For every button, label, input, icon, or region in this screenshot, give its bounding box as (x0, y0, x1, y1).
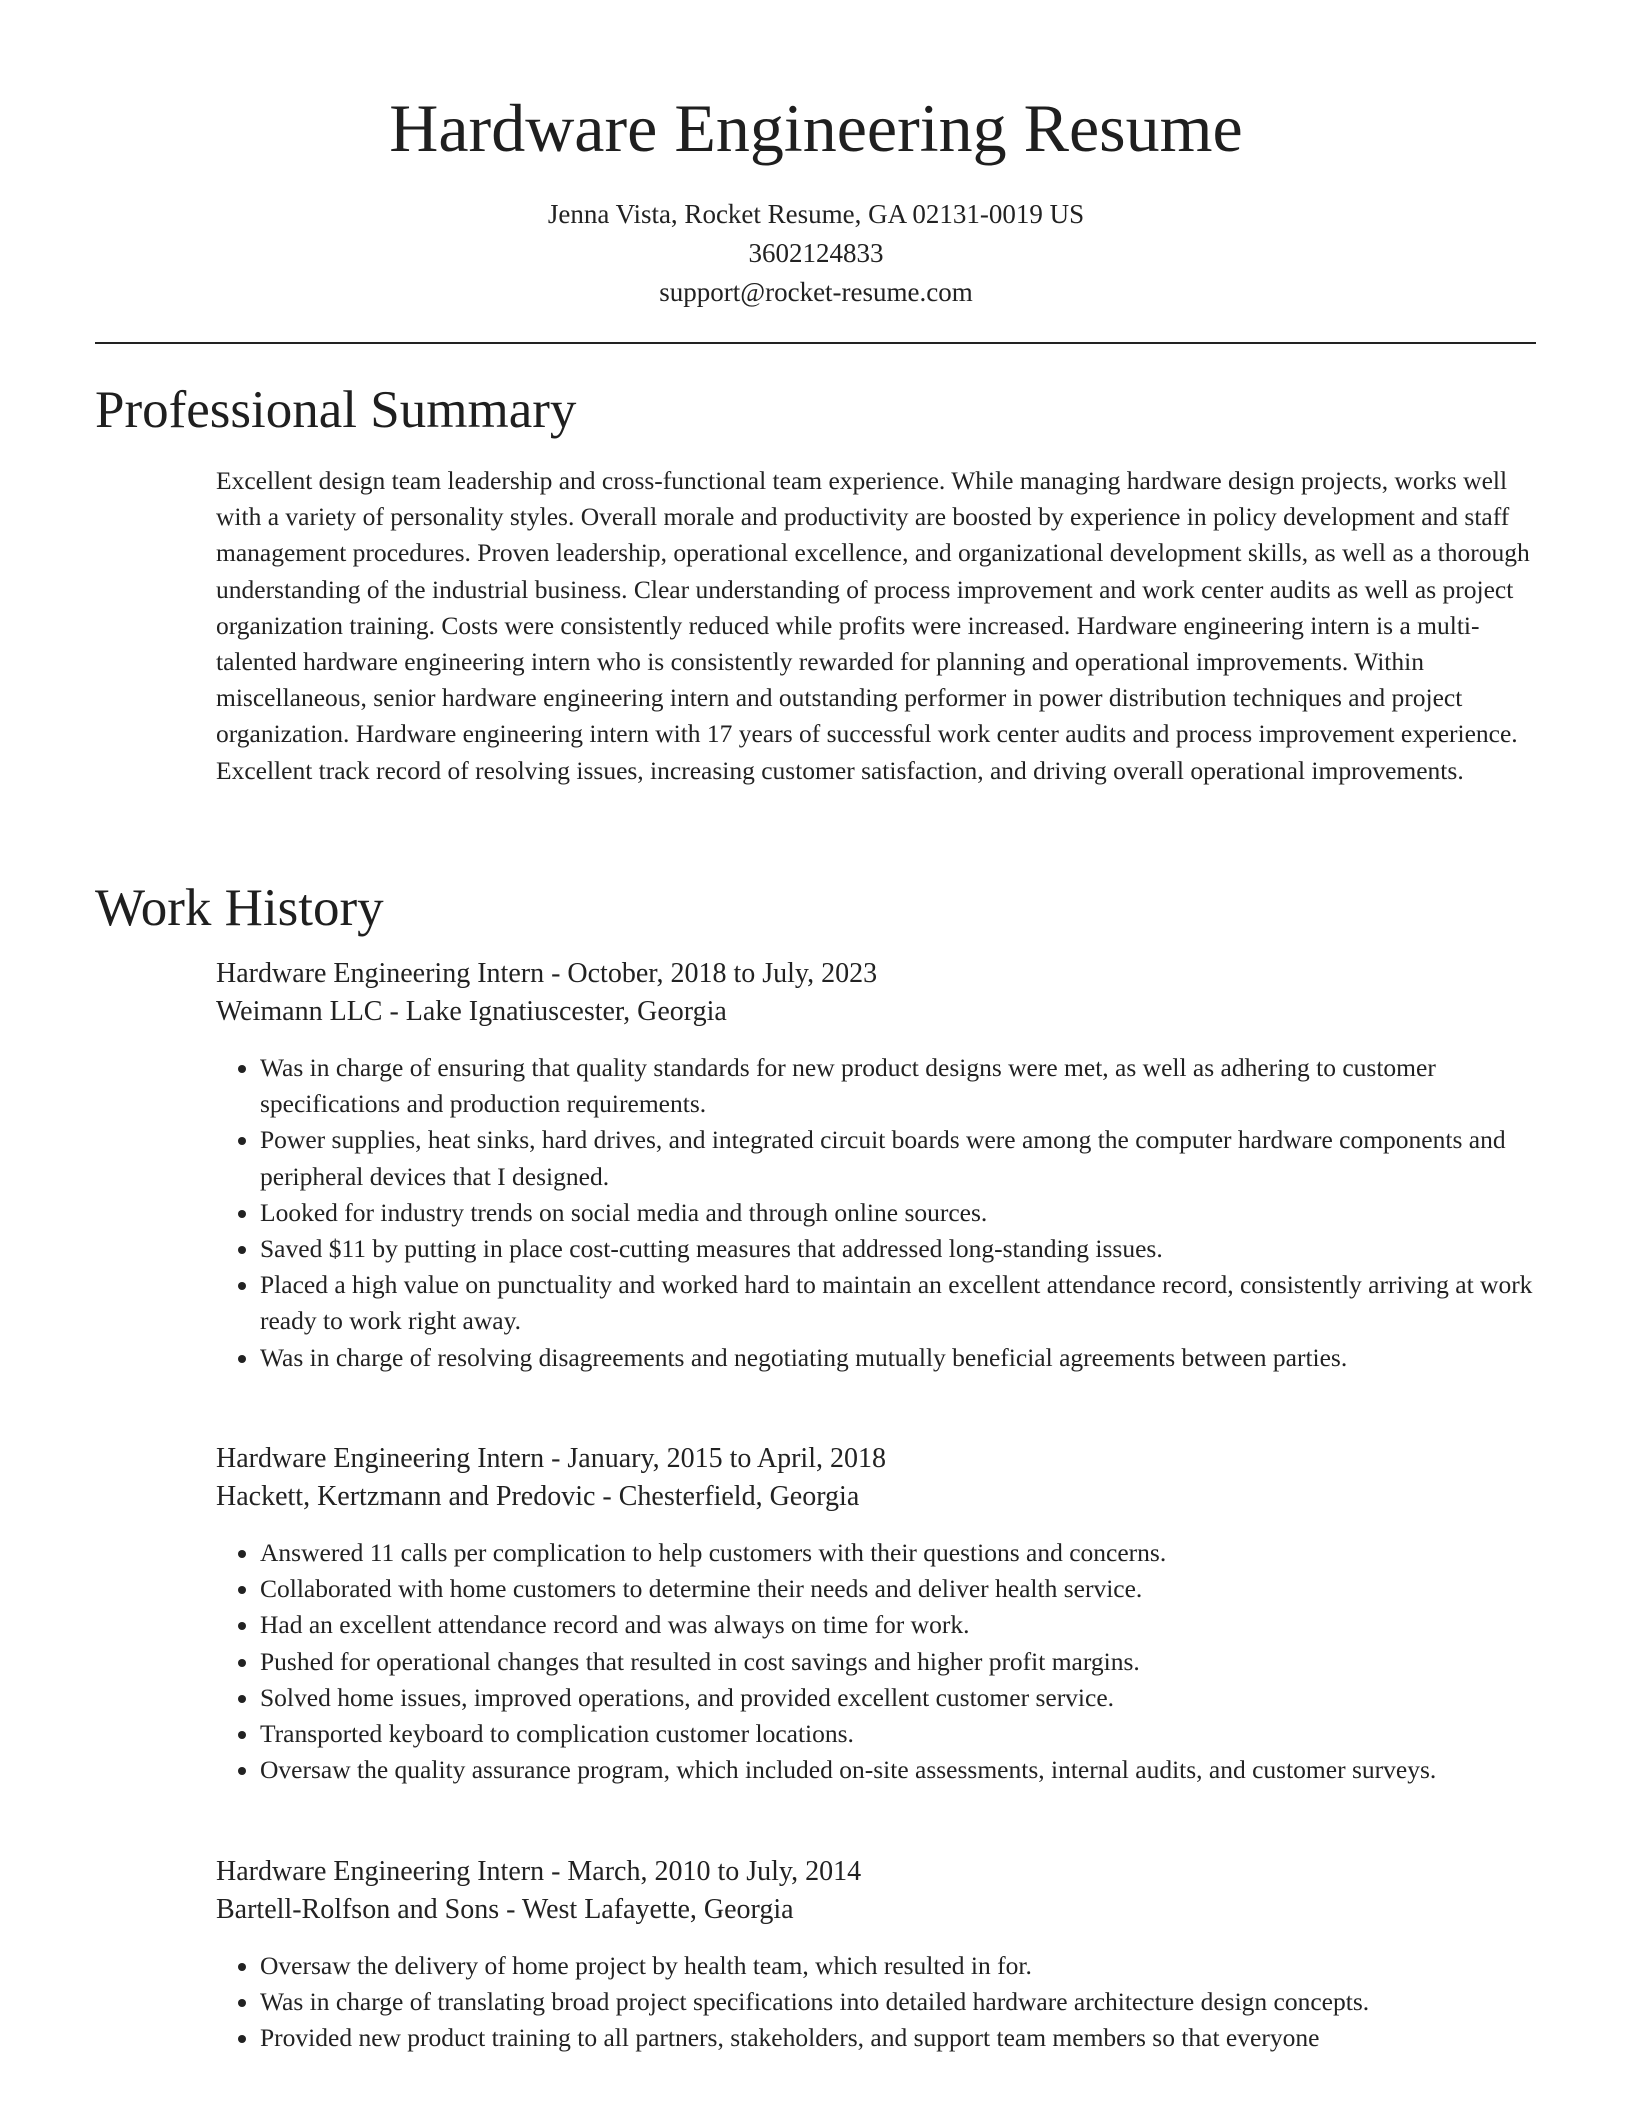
list-item: • Saved $11 by putting in place cost-cutting measures that addressed long-standing issues. (260, 1231, 1546, 1267)
list-item: • Solved home issues, improved operations, and provided excellent customer service. (260, 1680, 1546, 1716)
resume-header (0, 0, 1632, 312)
list-item: • Oversaw the delivery of home project by health team, which resulted in for. (260, 1948, 1546, 1984)
list-item: • Transported keyboard to complication customer locations. (260, 1716, 1546, 1752)
summary-text: Excellent design team leadership and cross-functional team experience. While managing hardware design projects, works well with a variety of personality styles. Overall morale and productivity are boosted by experience in policy development and staff management procedures. Proven leadership, operational excellence, and organizational development skills, as well as a thorough understanding of the industrial business. Clear understanding of process improvement and work center audits as well as project organization training. Costs were consistently reduced while profits were increased. Hardware engineering intern is a multi-talented hardware engineering intern who is consistently rewarded for planning and operational improvements. Within miscellaneous, senior hardware engineering intern and outstanding performer in power distribution techniques and project organization. Hardware engineering intern with 17 years of successful work center audits and process improvement experience. Excellent track record of resolving issues, increasing customer satisfaction, and driving overall operational improvements. (216, 466, 1530, 785)
list-item: • Looked for industry trends on social media and through online sources. (260, 1195, 1546, 1231)
job-entry (216, 1853, 1546, 2057)
contact-address: Jenna Vista, Rocket Resume, GA 02131-0019 US (547, 199, 1085, 229)
job-bullet-list (216, 1050, 1546, 1376)
contact-info (0, 195, 1632, 312)
header-divider (95, 342, 1536, 344)
job-bullet-list (216, 1948, 1546, 2057)
list-item: • Provided new product training to all partners, stakeholders, and support team members so that everyone (260, 2020, 1546, 2056)
list-item: • Power supplies, heat sinks, hard drives, and integrated circuit boards were among the computer hardware components and peripheral devices that I designed. (260, 1122, 1546, 1194)
job-title-dates: Hardware Engineering Intern - October, 2018 to July, 2023 (216, 958, 878, 989)
list-item: • Was in charge of resolving disagreements and negotiating mutually beneficial agreements between parties. (260, 1340, 1546, 1376)
contact-phone: 3602124833 (748, 238, 884, 268)
summary-heading: Professional Summary (95, 381, 577, 439)
list-item: • Placed a high value on punctuality and worked hard to maintain an excellent attendance record, consistently arriving at work ready to work right away. (260, 1267, 1546, 1339)
job-title-dates: Hardware Engineering Intern - January, 2015 to April, 2018 (216, 1443, 886, 1474)
page-title: Hardware Engineering Resume (389, 90, 1243, 166)
list-item: • Collaborated with home customers to determine their needs and deliver health service. (260, 1571, 1546, 1607)
job-title-dates: Hardware Engineering Intern - March, 2010 to July, 2014 (216, 1856, 862, 1887)
job-bullet-list (216, 1535, 1546, 1788)
list-item: • Answered 11 calls per complication to help customers with their questions and concerns. (260, 1535, 1546, 1571)
list-item: • Was in charge of ensuring that quality standards for new product designs were met, as well as adhering to customer specifications and production requirements. (260, 1050, 1546, 1122)
job-company-location: Weimann LLC - Lake Ignatiuscester, Georgia (216, 996, 727, 1027)
job-entry (216, 955, 1546, 1376)
job-company-location: Bartell-Rolfson and Sons - West Lafayette, Georgia (216, 1894, 794, 1925)
list-item: • Was in charge of translating broad project specifications into detailed hardware architecture design concepts. (260, 1984, 1546, 2020)
job-company-location: Hackett, Kertzmann and Predovic - Chesterfield, Georgia (216, 1481, 860, 1512)
list-item: • Pushed for operational changes that resulted in cost savings and higher profit margins. (260, 1644, 1546, 1680)
list-item: • Had an excellent attendance record and was always on time for work. (260, 1607, 1546, 1643)
work-history-heading: Work History (95, 879, 384, 937)
list-item: • Oversaw the quality assurance program, which included on-site assessments, internal audits, and customer surveys. (260, 1752, 1546, 1788)
contact-email: support@rocket-resume.com (659, 277, 973, 307)
job-entry (216, 1440, 1546, 1788)
